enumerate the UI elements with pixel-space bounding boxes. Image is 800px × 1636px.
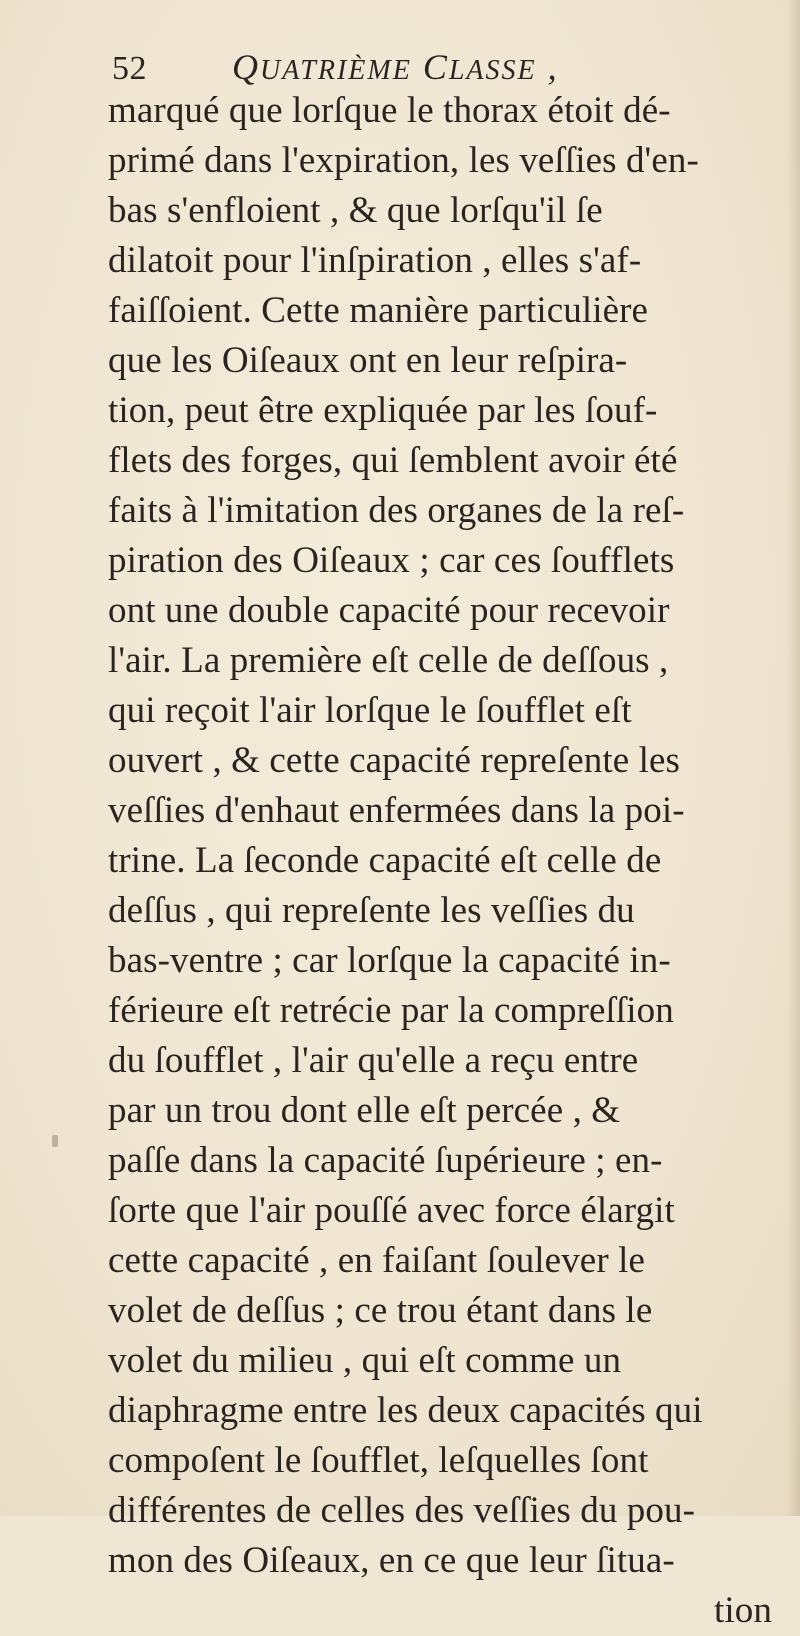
text-line: paſſe dans la capacité ſupérieure ; en-	[108, 1140, 663, 1181]
text-line: trine. La ſeconde capacité eſt celle de	[108, 840, 662, 881]
text-line: ont une double capacité pour recevoir	[108, 590, 670, 631]
running-head-punct: ,	[536, 47, 559, 87]
text-line: ſorte que l'air pouſſé avec force élargit	[108, 1190, 675, 1231]
page-number: 52	[112, 50, 147, 87]
running-head-rest-1: UATRIÈME	[260, 55, 412, 86]
text-line: diaphragme entre les deux capacités qui	[108, 1390, 703, 1431]
text-line: flets des forges, qui ſemblent avoir été	[108, 440, 678, 481]
text-line: bas s'enfloient , & que lorſqu'il ſe	[108, 190, 603, 231]
running-head-initial-1: Q	[232, 47, 260, 87]
text-line: marqué que lorſque le thorax étoit dé-	[108, 90, 671, 131]
text-line: par un trou dont elle eſt percée , &	[108, 1090, 621, 1131]
text-line: piration des Oiſeaux ; car ces ſoufflets	[108, 540, 675, 581]
text-line: dilatoit pour l'inſpiration , elles s'af-	[108, 240, 642, 281]
text-line: férieure eſt retrécie par la compreſſion	[108, 990, 674, 1031]
text-line: bas-ventre ; car lorſque la capacité in-	[108, 940, 671, 981]
text-line: primé dans l'expiration, les veſſies d'en-	[108, 140, 699, 181]
text-line: faits à l'imitation des organes de la reſ-	[108, 490, 685, 531]
text-line: l'air. La première eſt celle de deſſous ,	[108, 640, 669, 681]
running-head-initial-2: C	[422, 47, 449, 87]
text-line: qui reçoit l'air lorſque le ſoufflet eſt	[108, 690, 632, 731]
text-line: du ſoufflet , l'air qu'elle a reçu entre	[108, 1040, 639, 1081]
text-line: veſſies d'enhaut enfermées dans la poi-	[108, 790, 685, 831]
text-line: cette capacité , en faiſant ſoulever le	[108, 1240, 646, 1281]
running-head-rest-2: LASSE	[448, 55, 537, 86]
running-head	[232, 46, 559, 88]
margin-mark	[52, 1135, 58, 1147]
text-line: différentes de celles des veſſies du pou-	[108, 1490, 695, 1531]
text-line: volet de deſſus ; ce trou étant dans le	[108, 1290, 653, 1331]
text-line: compoſent le ſoufflet, leſquelles ſont	[108, 1440, 649, 1481]
text-line: que les Oiſeaux ont en leur reſpira-	[108, 340, 628, 381]
text-line: tion	[714, 1590, 772, 1631]
text-line: mon des Oiſeaux, en ce que leur ſitua-	[108, 1540, 675, 1581]
body-text	[108, 86, 796, 1636]
text-line: deſſus , qui repreſente les veſſies du	[108, 890, 635, 931]
text-line: tion, peut être expliquée par les ſouf-	[108, 390, 658, 431]
text-line: ouvert , & cette capacité repreſente les	[108, 740, 681, 781]
text-line: volet du milieu , qui eſt comme un	[108, 1340, 622, 1381]
text-line: faiſſoient. Cette manière particulière	[108, 290, 649, 331]
